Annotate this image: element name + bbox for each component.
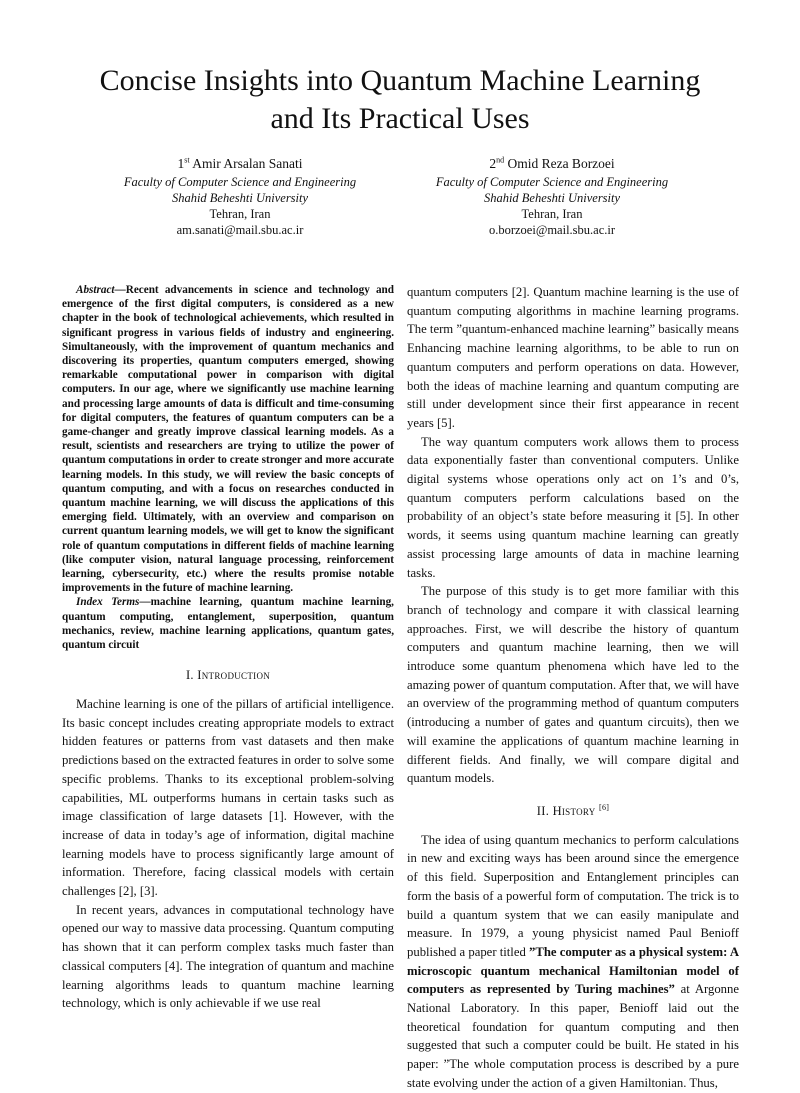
paper-title-line2: and Its Practical Uses	[270, 102, 530, 135]
abstract-label: Abstract	[76, 284, 115, 296]
intro-paragraph-1: Machine learning is one of the pillars of artificial intelligence. Its basic concept includes creating appropriate models to extract hidden features or patterns from vast datasets and then make predictions based on the extracted features in order to solve some specific problems. Thanks to its exceptional problem-solving capabilities, ML outperforms humans in certain tasks such as image classification of large datasets [1]. However, with the increase of data in today’s age of information, digital machine learning models have to process significantly large amount of information. Therefore, facing classical models with certain challenges [2], [3].	[62, 696, 394, 899]
author-faculty: Faculty of Computer Science and Engineering	[123, 175, 357, 189]
cited-paper-title: ”The computer as a physical system: A microscopic quantum mechanical Hamiltonian model of computers as represented by Turing machines”	[407, 944, 739, 997]
left-column	[62, 283, 394, 1013]
author-name: 2nd Omid Reza Borzoei	[489, 155, 615, 171]
author-faculty: Faculty of Computer Science and Engineering	[435, 175, 669, 189]
body-paragraph-3: The purpose of this study is to get more familiar with this branch of technology and compare it with classical learning approaches. First, we will describe the history of quantum computers and quantum machine learning, then we will introduce some quantum phenomena which have led to the amazing power of quantum computation. After that, we will have an overview of the programming method of quantum computers (introducing a number of gates and quantum circuits), then we will examine the applications of quantum machine learning in different fields. And finally, we will compare digital and quantum models.	[407, 584, 739, 786]
author-block-2	[382, 156, 722, 238]
right-column	[407, 283, 739, 1093]
section-heading-introduction: I. Introduction	[185, 668, 271, 683]
abstract-text: —Recent advancements in science and technology and emergence of the first digital computers, is considered as a new chapter in the book of technological achievements, which resulted in significant progress in various fields of industry and engineering. Simultaneously, with the improvement of quantum mechanics and discovering its properties, quantum computers emerged, showing remarkable computational power in comparison with digital computers. In our age, where we significantly use machine learning and processing large amounts of data is difficult and time-consuming for digital computers, the features of quantum computers can be a game-changer and greatly improve classical learning models. As a result, scientists and researchers are trying to utilize the power of quantum computations in order to create stronger and more accurate learning models. In this study, we will review the basic concepts of quantum computing, and with a focus on researches conducted in quantum machine learning, we will discuss the applications of this emerging field. Ultimately, with an overview and comparison on current quantum learning models, we will get to know the significant role of quantum computations in different fields of machine learning (like computer vision, natural language processing, reinforcement learning, cybersecurity, etc.) where the results promise notable improvements in the future of machine learning.	[62, 284, 394, 595]
section-heading-history: II. History [6]	[536, 802, 610, 818]
index-terms-text: —machine learning, quantum machine learning, quantum computing, entanglement, superposition, quantum mechanics, review, machine learning applications, quantum gates, quantum circuit	[62, 596, 394, 652]
index-terms-label: Index Terms	[76, 596, 140, 609]
author-university: Shahid Beheshti University	[171, 191, 309, 205]
author-email: o.borzoei@mail.sbu.ac.ir	[488, 223, 616, 237]
history-paragraph-1: The idea of using quantum mechanics to perform calculations in new and exciting ways has been around since the emergence of this field. Superposition and Entanglement principles can form the basis of a powerful form of computation. The trick is to build a quantum system that we can easily manipulate and measure. In 1979, a young physicist named Paul Benioff published a paper titled ”The computer as a physical system: A microscopic quantum mechanical Hamiltonian model of computers as represented by Turing machines” at Argonne National Laboratory. In this paper, Benioff laid out the theoretical foundation for quantum computing and then suggested that such a computer could be built. He stated in his paper: ”The whole computation process is described by a pure state evolving under the action of a given Hamiltonian. Thus,	[407, 832, 739, 1090]
body-paragraph-1: quantum computers [2]. Quantum machine learning is the use of quantum computing algorithms in machine learning programs. The term ”quantum-enhanced machine learning” basically means Enhancing machine learning algorithms, to be able to run on quantum computers and perform operations on data. However, both the ideas of machine learning and quantum computing are still under development since their first appearance in recent years [5].	[407, 285, 739, 430]
paper-title-line1: Concise Insights into Quantum Machine Learning	[99, 64, 701, 97]
author-email: am.sanati@mail.sbu.ac.ir	[176, 223, 304, 237]
abstract	[62, 283, 394, 652]
author-university: Shahid Beheshti University	[483, 191, 621, 205]
author-block-1	[70, 156, 410, 238]
author-name: 1st Amir Arsalan Sanati	[177, 155, 303, 171]
intro-paragraph-2: In recent years, advances in computational technology have opened our way to massive data processing. Quantum computing has shown that it can perform complex tasks much faster than classical computers [4]. The integration of quantum and machine learning algorithms leads to quantum machine learning technology, which is only achievable if we use real	[62, 902, 394, 1011]
paper-title	[0, 62, 800, 138]
author-location: Tehran, Iran	[521, 207, 583, 221]
author-location: Tehran, Iran	[209, 207, 271, 221]
body-paragraph-2: The way quantum computers work allows them to process data exponentially faster than conventional computers. Unlike digital systems whose operations only act on 1’s and 0’s, quantum computers perform calculations based on the probability of an object’s state before measuring it [5]. In other words, it seems using quantum machine learning can greatly assist processing large amounts of data in machine learning tasks.	[407, 434, 739, 580]
